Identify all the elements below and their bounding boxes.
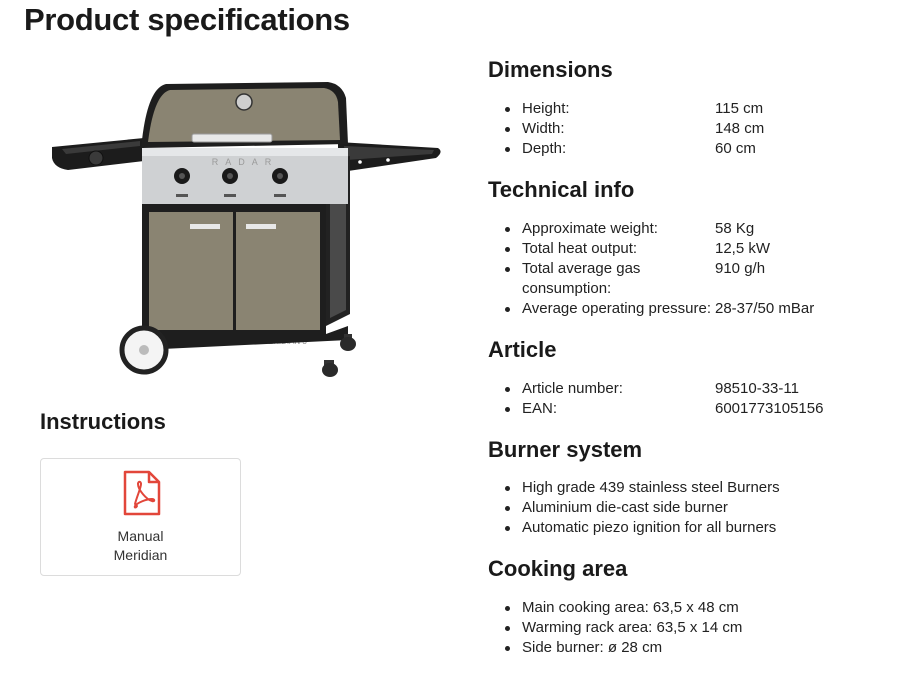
burner-system-list — [488, 478, 780, 538]
list-item: Automatic piezo ignition for all burners — [488, 518, 780, 538]
caster-wheel-2 — [340, 337, 356, 351]
list-item: High grade 439 stainless steel Burners — [488, 478, 780, 498]
list-item: Main cooking area: 63,5 x 48 cm — [488, 598, 742, 618]
spec-row-article-number: Article number: 98510-33-11 — [488, 379, 823, 399]
dimensions-list — [488, 99, 764, 159]
page-title: Product specifications — [24, 2, 350, 37]
lid-brand-text: RADAR — [211, 157, 279, 167]
spec-row-ean: EAN: 6001773105156 — [488, 399, 823, 419]
spec-row-height: Height: 115 cm — [488, 99, 764, 119]
spec-row-weight: Approximate weight: 58 Kg — [488, 219, 814, 239]
spec-row-pressure: Average operating pressure: 28-37/50 mBar — [488, 299, 814, 319]
list-item: Aluminium die-cast side burner — [488, 498, 780, 518]
article-list — [488, 379, 823, 419]
list-item: Warming rack area: 63,5 x 14 cm — [488, 618, 742, 638]
spec-row-gas-consumption: Total average gas consumption: 910 g/h — [488, 259, 814, 299]
technical-info-heading: Technical info — [488, 177, 635, 202]
instructions-heading: Instructions — [40, 409, 166, 434]
side-burner-knob — [89, 151, 103, 165]
spec-row-width: Width: 148 cm — [488, 119, 764, 139]
product-image — [48, 78, 444, 383]
manual-title — [41, 527, 240, 565]
cabinet-door-right — [236, 212, 320, 330]
cooking-area-heading: Cooking area — [488, 556, 628, 581]
pdf-icon — [123, 470, 161, 516]
list-item: Side burner: ø 28 cm — [488, 638, 742, 658]
dimensions-heading: Dimensions — [488, 57, 613, 82]
spec-row-depth: Depth: 60 cm — [488, 139, 764, 159]
technical-info-list — [488, 219, 814, 319]
manual-download-card[interactable] — [40, 458, 241, 576]
article-heading: Article — [488, 337, 557, 362]
cooking-area-list — [488, 598, 742, 658]
thermometer — [236, 94, 252, 110]
manual-title-line2: Meridian — [113, 547, 168, 563]
manual-title-line1: Manual — [117, 528, 164, 544]
lid-handle — [192, 134, 272, 142]
cabinet-door-left — [149, 212, 233, 330]
caster-wheel-1 — [322, 363, 338, 377]
spec-row-heat-output: Total heat output: 12,5 kW — [488, 239, 814, 259]
burner-system-heading: Burner system — [488, 437, 643, 462]
